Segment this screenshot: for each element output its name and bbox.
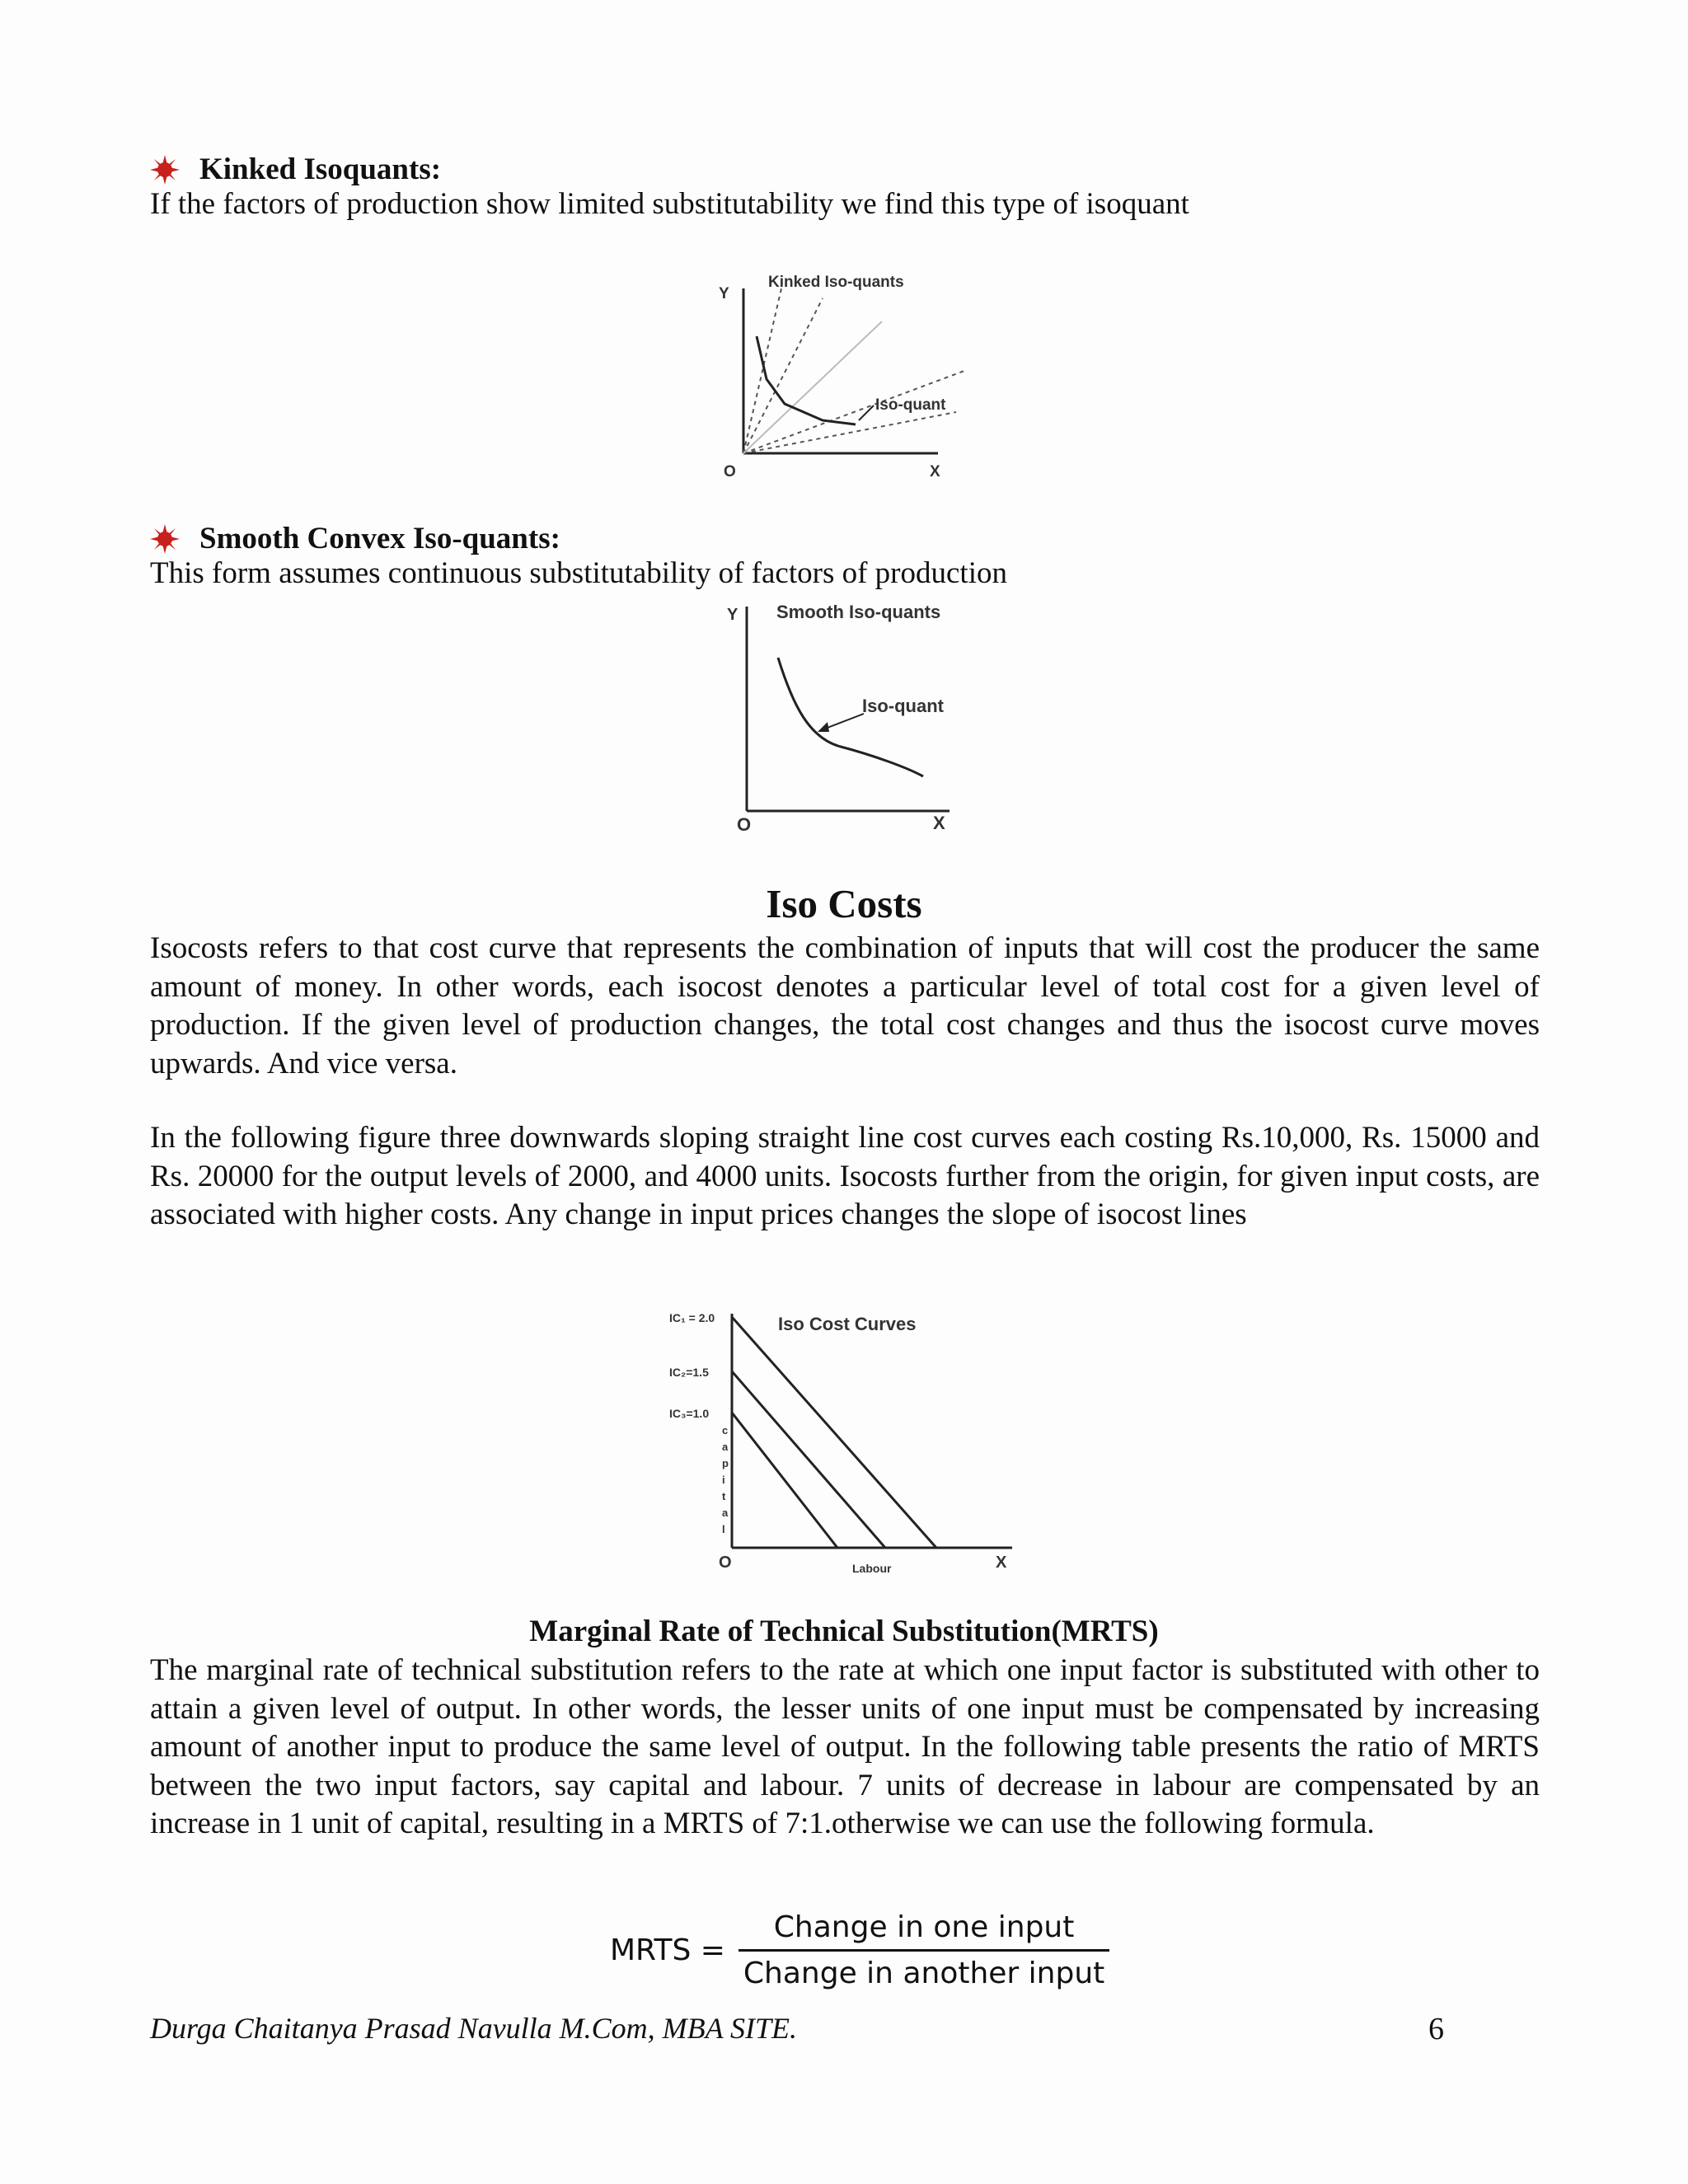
smooth-curve-label: Iso-quant (862, 696, 944, 716)
smooth-heading-text: Smooth Convex Iso-quants: (199, 522, 560, 555)
kinked-guide-ray (743, 321, 882, 453)
ic3-label: IC₃=1.0 (669, 1407, 710, 1420)
kinked-description: If the factors of production show limited substitutability we find this type of isoquant (150, 187, 1189, 221)
kinked-isoquant-curve (757, 336, 856, 424)
isocost-line-ic1 (732, 1317, 936, 1548)
isocost-curves-figure (659, 1302, 1022, 1582)
smooth-description: This form assumes continuous substitutability of factors of production (150, 556, 1007, 590)
isocosts-title: Iso Costs (766, 881, 922, 926)
isocosts-para2-text: In the following figure three downwards sloping straight line cost curves each costing Rs.10,000, Rs. 15000 and Rs. 20000 for the output levels of 2000, and 4000 units. Isocosts further from the origin, for given input costs, are associated with higher costs. Any change in input prices changes the slope of isocost lines (150, 1121, 1540, 1231)
formula-denominator: Change in another input (738, 1949, 1109, 1990)
kinked-curve-label: Iso-quant (875, 396, 946, 414)
kinked-heading (150, 152, 441, 187)
smooth-heading (150, 521, 560, 556)
red-star-bullet-icon (150, 524, 180, 554)
smooth-x-label: X (933, 813, 945, 833)
kinked-y-label: Y (719, 285, 729, 302)
ic2-label: IC₂=1.5 (669, 1366, 709, 1379)
mrts-title: Marginal Rate of Technical Substitution(MRTS) (529, 1615, 1159, 1648)
page-number: 6 (1428, 2012, 1444, 2046)
smooth-figure-title: Smooth Iso-quants (776, 602, 941, 622)
kinked-figure-title: Kinked Iso-quants (768, 274, 904, 291)
isocost-x-axis-label: Labour (852, 1562, 892, 1575)
smooth-isoquant-curve (778, 658, 923, 776)
kinked-isoquant-figure (709, 264, 989, 482)
kinked-heading-text: Kinked Isoquants: (199, 152, 442, 186)
isocost-origin-label: O (719, 1554, 732, 1572)
kinked-process-rays (743, 288, 964, 453)
kinked-x-label: X (930, 463, 940, 480)
ic1-label: IC₁ = 2.0 (669, 1311, 715, 1324)
formula-fraction (738, 1910, 1109, 1990)
mrts-formula (610, 1910, 1109, 1990)
isocost-figure-title: Iso Cost Curves (778, 1314, 917, 1334)
smooth-pointer-arrowhead (818, 722, 829, 732)
isocosts-paragraph-2 (150, 1119, 1540, 1235)
kinked-curve-pointer (859, 405, 874, 420)
footer-author: Durga Chaitanya Prasad Navulla M.Com, MBA SITE. (150, 2012, 797, 2045)
smooth-y-label: Y (727, 606, 738, 624)
formula-numerator: Change in one input (773, 1910, 1075, 1944)
mrts-paragraph (150, 1652, 1540, 1844)
isocosts-paragraph-1 (150, 930, 1540, 1083)
isocosts-para1-text: Isocosts refers to that cost curve that represents the combination of inputs that will cost the producer the same amount of money. In other words, each isocost denotes a particular level of total cost for a given level of production. If the given level of production changes, the total cost changes and thus the isocost curve moves upwards. And vice versa. (150, 931, 1540, 1080)
red-star-bullet-icon (150, 155, 180, 185)
kinked-origin-label: O (724, 463, 736, 480)
y-axis-label-capital: c a p i t a l (722, 1424, 729, 1535)
isocost-line-ic2 (732, 1371, 885, 1548)
smooth-isoquant-figure (717, 598, 981, 837)
formula-lhs: MRTS = (610, 1933, 725, 1967)
mrts-para-text: The marginal rate of technical substitution refers to the rate at which one input factor is substituted with other to attain a given level of output. In other words, the lesser units of one input must be compensated by increasing amount of another input to produce the same level of output. In the following table presents the ratio of MRTS between the two input factors, say capital and labour. 7 units of decrease in labour are compensated by an increase in 1 unit of capital, resulting in a MRTS of 7:1.otherwise we can use the following formula. (150, 1653, 1540, 1840)
smooth-origin-label: O (737, 814, 752, 835)
isocost-x-label: X (996, 1554, 1007, 1572)
y-axis-vertical-label (722, 1424, 729, 1535)
